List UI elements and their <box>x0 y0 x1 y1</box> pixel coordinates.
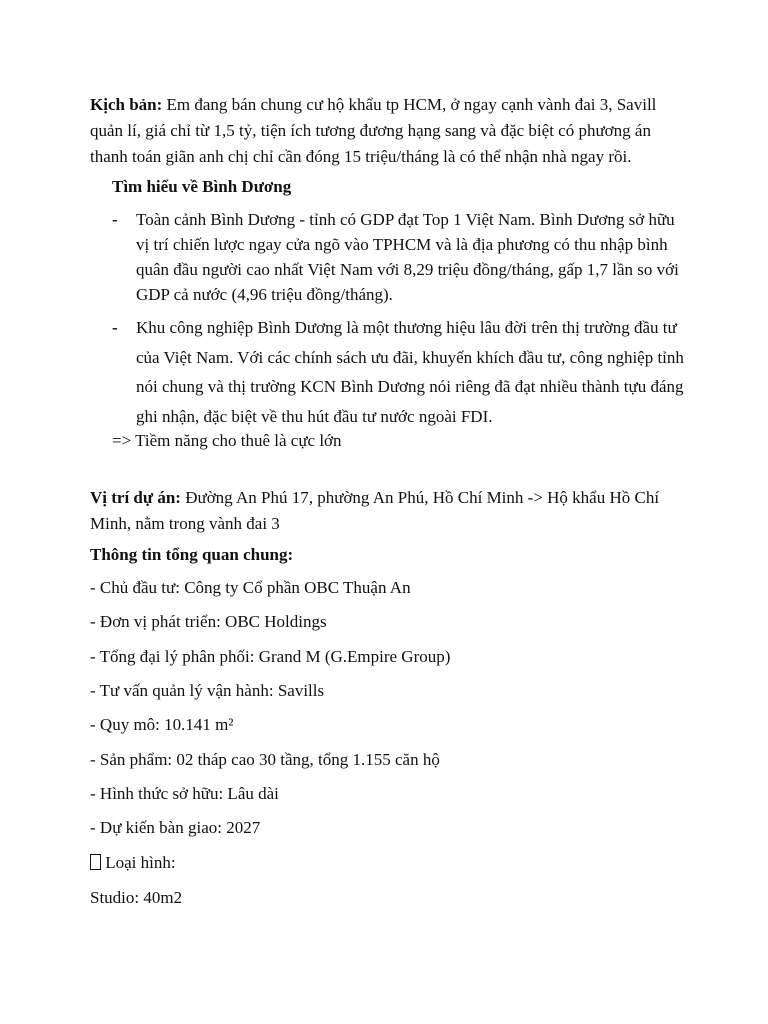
overview-item: - Dự kiến bàn giao: 2027 <box>90 818 261 837</box>
type-label: Loại hình: <box>101 853 176 872</box>
type-line <box>90 851 176 875</box>
location-label: Vị trí dự án: <box>90 488 181 507</box>
script-text: Em đang bán chung cư hộ khẩu tp HCM, ở ngay cạnh vành đai 3, Savill quản lí, giá chỉ từ 1,5 tỷ, tiện ích tương đương hạng sang và đặc biệt có phương án thanh toán giãn anh chị chỉ cần đóng 15 triệu/tháng là có thể nhận nhà ngay rồi. <box>90 95 657 166</box>
overview-item: - Tổng đại lý phân phối: Grand M (G.Empire Group) <box>90 647 451 666</box>
conclusion-line: => Tiềm năng cho thuê là cực lớn <box>112 431 342 450</box>
script-label: Kịch bản: <box>90 95 163 114</box>
overview-item: - Đơn vị phát triển: OBC Holdings <box>90 612 327 631</box>
location-paragraph <box>90 485 690 537</box>
missing-glyph-icon <box>90 854 101 870</box>
script-paragraph <box>90 92 690 170</box>
overview-item: - Chủ đầu tư: Công ty Cổ phần OBC Thuận An <box>90 578 411 597</box>
binh-duong-heading: Tìm hiểu về Bình Dương <box>112 177 292 196</box>
overview-item: - Tư vấn quản lý vận hành: Savills <box>90 681 325 700</box>
bullet-text: Khu công nghiệp Bình Dương là một thương hiệu lâu đời trên thị trường đầu tư của Việt Nam. Với các chính sách ưu đãi, khuyến khích đầu tư, công nghiệp tỉnh nói chung và thị trường KCN Bình Dương nói riêng đã đạt nhiều thành tựu đáng ghi nhận, đặc biệt về thu hút đầu tư nước ngoài FDI. <box>136 318 684 426</box>
bullet-dash: - <box>112 318 118 337</box>
overview-item: - Sản phẩm: 02 tháp cao 30 tầng, tổng 1.155 căn hộ <box>90 750 440 769</box>
type-value: Studio: 40m2 <box>90 888 183 907</box>
bullet-dash: - <box>112 210 118 229</box>
overview-item: - Hình thức sở hữu: Lâu dài <box>90 784 279 803</box>
location-text: Đường An Phú 17, phường An Phú, Hồ Chí Minh -> Hộ khẩu Hồ Chí Minh, nằm trong vành đai 3 <box>90 488 660 533</box>
bullet-text: Toàn cảnh Bình Dương - tỉnh có GDP đạt Top 1 Việt Nam. Bình Dương sở hữu vị trí chiến lược ngay cửa ngõ vào TPHCM và là địa phương có thu nhập bình quân đầu người cao nhất Việt Nam với 8,29 triệu đồng/tháng, gấp 1,7 lần so với GDP cả nước (4,96 triệu đồng/tháng). <box>136 210 679 304</box>
overview-heading: Thông tin tổng quan chung: <box>90 545 294 564</box>
overview-item: - Quy mô: 10.141 m² <box>90 715 234 734</box>
